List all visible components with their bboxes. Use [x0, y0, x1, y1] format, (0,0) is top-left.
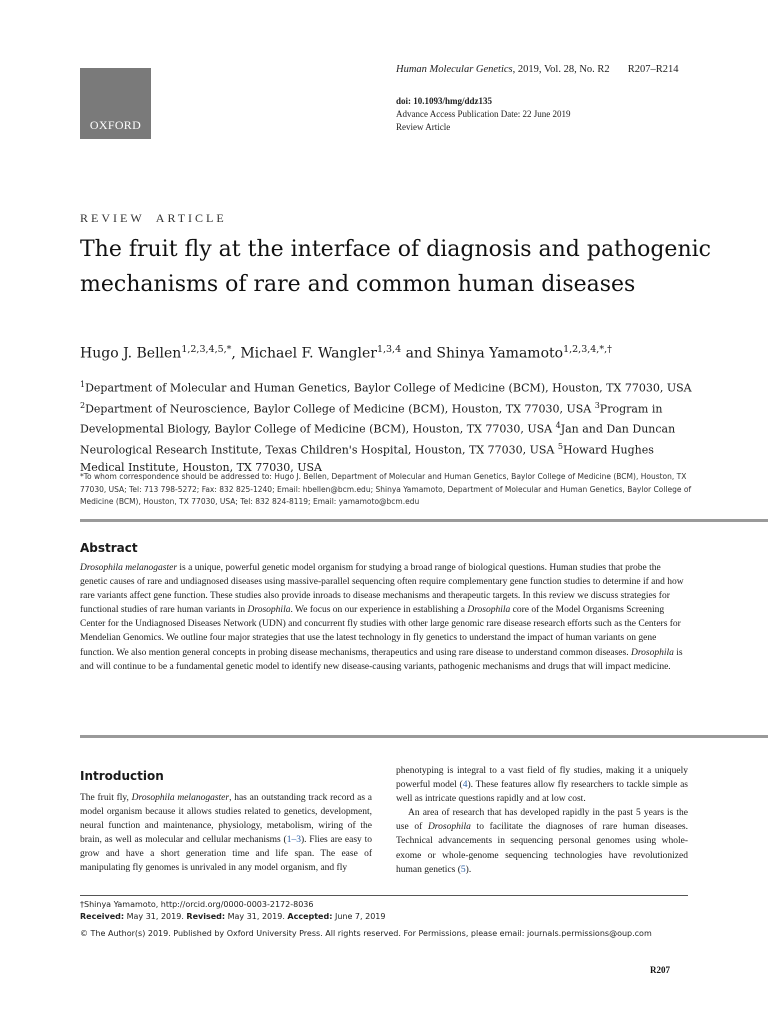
body-column-right — [396, 764, 688, 877]
affiliation-number: 3 — [594, 400, 600, 410]
author-separator: and — [401, 345, 437, 362]
accepted-date: June 7, 2019 — [332, 911, 386, 921]
correspondence-note: *To whom correspondence should be addressed to: Hugo J. Bellen, Department of Molecular and Human Genetics, Baylor College of Medicine (BCM), Houston, TX 77030, USA; Tel: 713 798-5272; Fax: 832 825-1240; Email: hbellen@bcm.edu; Shinya Yamamoto, Department of Molecular and Human Genetics, Baylor College of Medicine (BCM), Houston, TX 77030, USA; Tel: 832 824-8119; Email: yamamoto@bcm.edu — [80, 472, 692, 506]
author-separator: , — [231, 345, 241, 362]
article-title: The fruit fly at the interface of diagnosis and pathogenic mechanisms of rare and common human diseases — [80, 237, 711, 297]
author-list — [80, 344, 612, 362]
text-run: . We focus on our experience in establishing a — [290, 605, 468, 616]
affiliation-text: Program in Developmental Biology, Baylor College of Medicine (BCM), Houston, TX 77030, USA — [80, 402, 663, 436]
affiliation-number: 1 — [80, 380, 86, 389]
author-name: Hugo J. Bellen — [80, 345, 182, 362]
oxford-logo — [80, 68, 151, 139]
affiliation — [80, 397, 700, 476]
author-affil-marks: 1,2,3,4,*,† — [563, 344, 612, 355]
affiliation-text: Howard Hughes Medical Institute, Houston, TX 77030, USA — [80, 443, 654, 474]
affiliation-number: 2 — [80, 400, 86, 410]
footnotes — [80, 899, 385, 922]
article-meta — [396, 95, 570, 134]
affiliation — [80, 376, 700, 397]
italic-term: Drosophila — [630, 647, 674, 658]
citation-link[interactable]: 4 — [462, 780, 468, 791]
section-divider — [80, 519, 768, 522]
abstract-text — [80, 561, 690, 674]
citation-link[interactable]: 5 — [460, 864, 466, 875]
author-affil-marks: 1,2,3,4,5,* — [181, 344, 232, 355]
affiliation-text: Jan and Dan Duncan Neurological Research Institute, Texas Children's Hospital, Houston, TX 77030, USA — [80, 422, 676, 457]
text-run: phenotyping is integral to a vast field of fly studies, making it a uniquely powerful model ( — [396, 766, 688, 791]
logo-text: OXFORD — [89, 118, 142, 132]
introduction-heading: Introduction — [80, 769, 164, 783]
italic-term: Drosophila melanogaster — [131, 793, 230, 803]
citation-link[interactable]: 1–3 — [286, 835, 301, 846]
affiliation-number: 5 — [557, 441, 563, 451]
article-type: REVIEW ARTICLE — [80, 211, 227, 225]
italic-term: Drosophila — [247, 605, 291, 616]
affiliation-number: 4 — [555, 421, 561, 431]
text-run: is and will continue to be a fundamental genetic model to identify new disease-causing variants, pathogenic mechanisms and drugs that will impact medicine. — [80, 647, 683, 672]
body-paragraph — [396, 764, 688, 806]
text-run: ). Flies are easy to grow and have a short generation time and life span. The ease of manipulating fly genomes is unrivaled in any model organism, and fly — [80, 835, 372, 874]
footnote-divider — [80, 895, 688, 896]
author-name: Michael F. Wangler — [240, 345, 377, 362]
text-run: core of the Model Organisms Screening Center for the Undiagnosed Diseases Network (UDN) and concurrent fly studies with other large genomic rare disease research efforts such as the Centers for Mendelian Genomics. We outline four major strategies that use the latest technology in fly genetics to understand the impact of human variants on gene function. We also mention general concepts in probing disease mechanisms, therapeutics and using rare disease to understand common diseases. — [80, 605, 681, 658]
body-column-left — [80, 791, 372, 876]
received-label: Received: — [80, 911, 125, 921]
body-paragraph — [80, 791, 372, 876]
copyright-line: © The Author(s) 2019. Published by Oxford University Press. All rights reserved. For Permissions, please email: journals.permissions@oup.com — [80, 929, 652, 938]
text-run: The fruit fly, — [80, 793, 132, 803]
affiliations — [80, 376, 700, 476]
abstract-heading: Abstract — [80, 541, 138, 555]
article-type-line: Review Article — [396, 122, 451, 132]
orcid-note: †Shinya Yamamoto, http://orcid.org/0000-0003-2172-8036 — [80, 900, 314, 909]
text-run: An area of research that has developed rapidly in the past 5 years is the use of — [396, 808, 688, 833]
page-range: R207–R214 — [627, 64, 679, 75]
text-run: is a unique, powerful genetic model organism for studying a broad range of biological questions. Human studies that probe the genetic causes of rare and undiagnosed diseases using massive-parallel sequencing often require complementary gene function studies to determine if and how rare variants affect gene function. These studies also provide inroads to disease mechanisms and therapeutic targets. In this review we discuss strategies for functional studies of rare human variants in — [80, 563, 684, 616]
text-run: ). — [465, 864, 472, 875]
author-affil-marks: 1,3,4 — [376, 344, 402, 355]
text-run: , has an outstanding track record as a model organism because it allows studies related to genetics, development, neural function and maintenance, physiology, metabolism, wiring of the brain, as well as molecular and cellular mechanisms ( — [80, 793, 373, 846]
text-run: to facilitate the diagnoses of rare human diseases. Technical advancements in sequencing personal genomes using whole-exome or whole-genome sequencing technologies have revolutionized human genetics ( — [396, 822, 688, 875]
author-name: Shinya Yamamoto — [436, 345, 564, 362]
received-date: May 31, 2019. — [124, 911, 187, 921]
italic-term: Drosophila — [467, 605, 511, 616]
affiliation-text: Department of Neuroscience, Baylor College of Medicine (BCM), Houston, TX 77030, USA — [85, 402, 595, 416]
dates-line — [80, 911, 385, 923]
affiliation-text: Department of Molecular and Human Genetics, Baylor College of Medicine (BCM), Houston, TX 77030, USA — [85, 381, 692, 395]
section-divider — [80, 735, 768, 738]
body-paragraph — [396, 806, 688, 876]
doi: doi: 10.1093/hmg/ddz135 — [396, 96, 493, 106]
revised-label: Revised: — [186, 911, 226, 921]
accepted-label: Accepted: — [287, 911, 333, 921]
text-run: ). These features allow fly researchers to tackle simple as well as intricate questions rapidly and at low cost. — [396, 780, 688, 805]
journal-name: Human Molecular Genetics — [396, 64, 513, 75]
advance-access-date: Advance Access Publication Date: 22 June 2019 — [396, 109, 571, 119]
revised-date: May 31, 2019. — [225, 911, 288, 921]
italic-term: Drosophila melanogaster — [80, 563, 178, 573]
page-number: R207 — [650, 965, 670, 975]
volume-issue: , 2019, Vol. 28, No. R2 — [512, 64, 610, 75]
journal-citation — [396, 64, 678, 75]
italic-term: Drosophila — [427, 822, 471, 833]
